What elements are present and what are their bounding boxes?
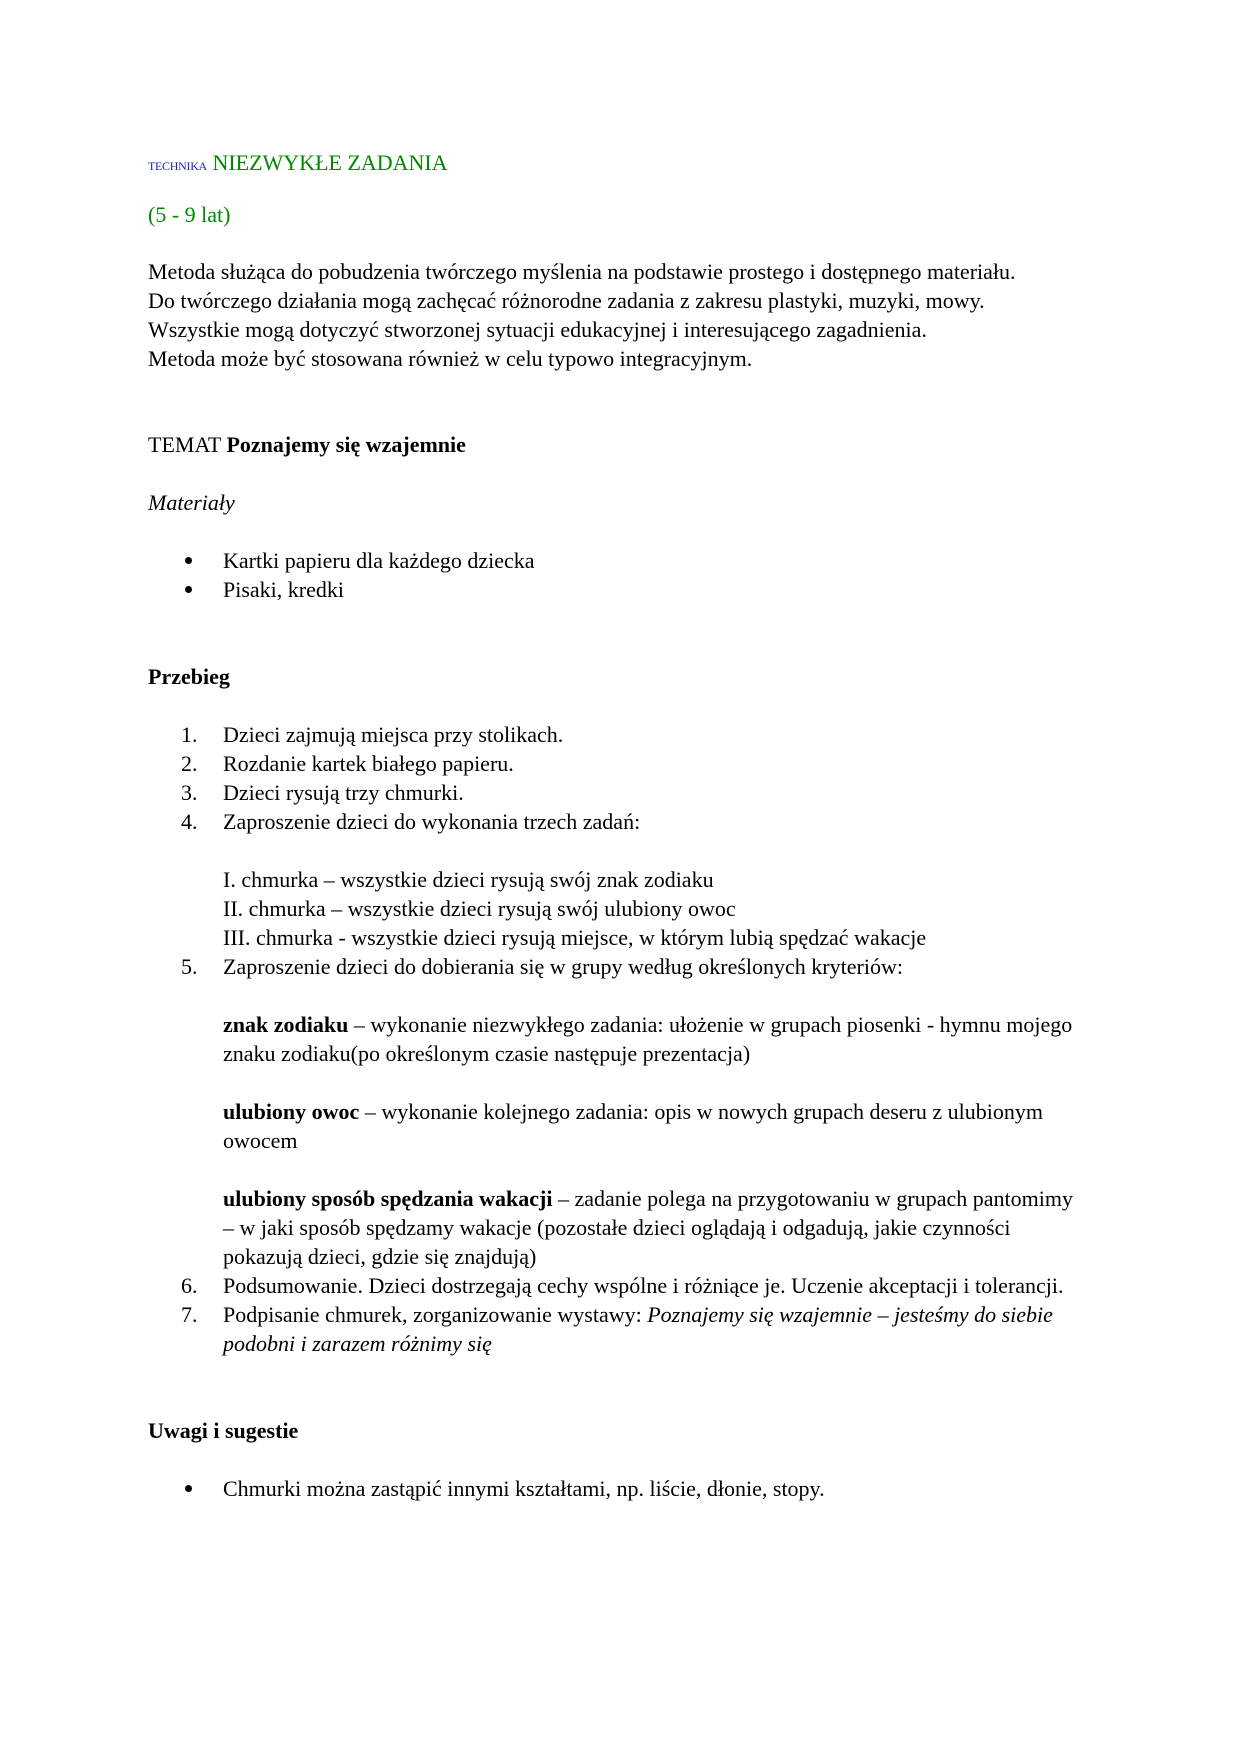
procedure-steps-continued [148,952,1088,981]
cloud-tasks [148,865,1088,952]
step-number: 3. [181,780,198,805]
step-item [148,952,1088,981]
step-italic-text: Poznajemy się wzajemnie – jesteśmy do siebie podobni i zarazem różnimy się [223,1302,1053,1356]
criterion-name: ulubiony sposób spędzania wakacji [223,1186,553,1211]
list-item [148,1474,1088,1503]
technique-title: NIEZWYKŁE ZADANIA [212,150,448,175]
list-item-text: Kartki papieru dla każdego dziecka [223,548,535,573]
step-item [148,1300,1088,1358]
list-item-text: Pisaki, kredki [223,577,344,602]
topic-title: Poznajemy się wzajemnie [226,432,466,457]
criterion-text: – zadanie polega na przygotowaniu w grupach pantomimy – w jaki sposób spędzamy wakacje (pozostałe dzieci oglądają i odgadują, jakie czynności pokazują dzieci, gdzie się znajdują) [223,1186,1074,1269]
notes-heading: Uwagi i sugestie [148,1418,299,1443]
bullet-icon [185,586,192,593]
topic-heading [148,430,1088,459]
cloud-task: III. chmurka - wszystkie dzieci rysują miejsce, w którym lubią spędzać wakacje [223,925,927,950]
criterion-name: ulubiony owoc [223,1099,360,1124]
step-number: 1. [181,722,198,747]
step-item [148,778,1088,807]
step-text: Zaproszenie dzieci do dobierania się w grupy według określonych kryteriów: [223,954,903,979]
notes-list [148,1474,1088,1503]
age-range: (5 - 9 lat) [148,202,231,227]
materials-list [148,546,1088,604]
procedure-heading: Przebieg [148,664,230,689]
criterion-name: znak zodiaku [223,1012,349,1037]
criterion-block [148,1184,1088,1271]
step-item [148,749,1088,778]
step-item [148,807,1088,836]
criterion-text: – wykonanie niezwykłego zadania: ułożenie w grupach piosenki - hymnu mojego znaku zodiaku(po określonym czasie następuje prezentacja) [223,1012,1073,1066]
cloud-task: I. chmurka – wszystkie dzieci rysują swój znak zodiaku [223,867,714,892]
intro-paragraph: Metoda może być stosowana również w celu typowo integracyjnym. [148,346,753,371]
procedure-steps [148,720,1088,836]
intro-paragraph: Metoda służąca do pobudzenia twórczego myślenia na podstawie prostego i dostępnego materiału. [148,259,1016,284]
step-text: Dzieci rysują trzy chmurki. [223,780,464,805]
step-number: 7. [181,1302,198,1327]
document-page [148,140,1088,1503]
step-text: Rozdanie kartek białego papieru. [223,751,514,776]
technika-label: TECHNIKA [148,159,207,173]
step-item [148,1271,1088,1300]
step-text: Dzieci zajmują miejsca przy stolikach. [223,722,564,747]
step-text: Podpisanie chmurek, zorganizowanie wystawy: [223,1302,648,1327]
intro-paragraph: Wszystkie mogą dotyczyć stworzonej sytuacji edukacyjnej i interesującego zagadnienia. [148,317,927,342]
step-number: 2. [181,751,198,776]
step-number: 6. [181,1273,198,1298]
list-item [148,546,1088,575]
cloud-task: II. chmurka – wszystkie dzieci rysują swój ulubiony owoc [223,896,736,921]
bullet-icon [185,557,192,564]
topic-label: TEMAT [148,432,221,457]
criterion-block [148,1097,1088,1155]
bullet-icon [185,1485,192,1492]
step-text: Zaproszenie dzieci do wykonania trzech zadań: [223,809,641,834]
step-item [148,720,1088,749]
procedure-steps-final [148,1271,1088,1358]
criterion-text: – wykonanie kolejnego zadania: opis w nowych grupach deseru z ulubionym owocem [223,1099,1043,1153]
list-item [148,575,1088,604]
materials-heading: Materiały [148,490,235,515]
step-number: 4. [181,809,198,834]
criterion-block [148,1010,1088,1068]
step-number: 5. [181,954,198,979]
step-text: Podsumowanie. Dzieci dostrzegają cechy wspólne i różniące je. Uczenie akceptacji i tolerancji. [223,1273,1064,1298]
technique-header [148,148,1088,177]
intro-paragraph: Do twórczego działania mogą zachęcać różnorodne zadania z zakresu plastyki, muzyki, mowy. [148,288,985,313]
list-item-text: Chmurki można zastąpić innymi kształtami, np. liście, dłonie, stopy. [223,1476,825,1501]
intro-section [148,257,1088,373]
